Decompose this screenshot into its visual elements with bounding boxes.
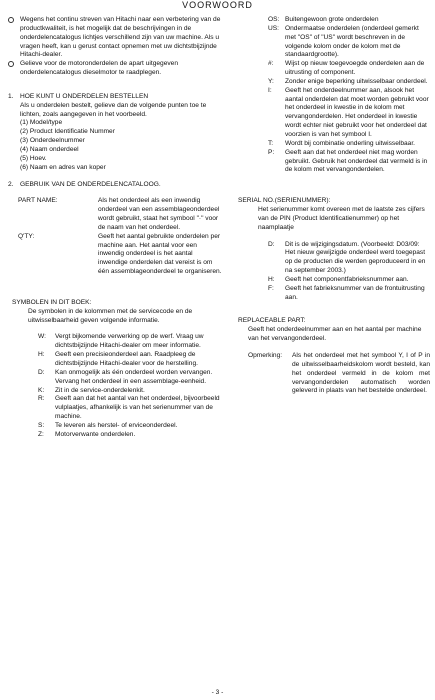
page-title: VOORWOORD <box>182 0 253 10</box>
page-number: - 3 - <box>211 689 224 696</box>
right-column <box>238 16 430 396</box>
list-item: US: Ondermaatse onderdelen (onderdeel gemerkt met "OS" of "US" wordt beschreven in de volgende kolom onder de kolom met de standaardgrootte). <box>268 24 419 59</box>
section-2-heading: 2. GEBRUIK VAN DE ONDERDELENCATALOOG. <box>8 180 161 188</box>
list-item: (6) Naam en adres van koper <box>20 163 106 171</box>
circle-bullet-icon <box>8 60 20 78</box>
serial-symbol-list <box>238 241 430 303</box>
part-name-definition: PART NAME: Als het onderdeel als een inwendig onderdeel van een assemblageonderdeel wordt gebruikt, staat het symbool "·" voor de naam van het onderdeel. <box>18 197 220 231</box>
list-item: D: Kan onmogelijk als één onderdeel worden vervangen. Vervang het onderdeel in een assemblage-eenheid. <box>38 368 213 385</box>
list-item: (1) Model/type <box>20 119 63 127</box>
list-item: W: Vergt bijkomende verwerking op de werf. Vraag uw dichtstbijzijnde Hitachi-dealer om meer informatie. <box>38 333 204 350</box>
symbol-list <box>238 16 430 175</box>
left-column <box>8 16 223 440</box>
intro-paragraph: Wegens het continu streven van Hitachi naar een verbetering van de productkwaliteit, is het mogelijk dat de beschrijvingen in de onderdelencatalogus lichtjes verschillend zijn van uw machine. Als u vragen heeft, kan u gerust contact opnemen met uw dichtstbijzijnde Hitachi-dealer. <box>8 16 223 60</box>
list-item: OS: Buitengewoon grote onderdelen <box>268 16 379 23</box>
symbols-intro: De symbolen in de kolommen met de servicecode en de uitwisselbaarheid geven volgende informatie. <box>28 307 193 324</box>
note-text: Als het onderdeel met het symbool Y, I of P in de uitwisselbaarheidskolom wordt besteld, kan het onderdeel vermeld in de kolom met vervangonderdelen automatisch worden geleverd in plaats van het bestelde onderdeel. <box>292 352 430 395</box>
list-item: (2) Product Identificatie Nummer <box>20 128 115 136</box>
list-item: (3) Onderdeelnummer <box>20 137 85 145</box>
replaceable-text: Geeft het onderdeelnummer aan en het aantal per machine van het vervangonderdeel. <box>248 326 422 343</box>
replaceable-heading: REPLACEABLE PART: <box>238 317 306 325</box>
list-item: I: Geeft het onderdeelnummer aan, alsook het aantal onderdelen dat moet worden gebruikt voor het onderdeel in kwestie in de kolom met vervangonderdelen. Het onderdeel in kwestie wordt echter niet gebruikt voor het onderdeel dat voorzien is van het symbool I. <box>268 86 429 138</box>
list-item: F: Geeft het fabrieksnummer van de frontuitrusting aan. <box>268 284 425 301</box>
symbol-list <box>8 333 223 439</box>
list-item: D: Dit is de wijzigingsdatum. (Voorbeeld: D03/09: Het nieuw gewijzigde onderdeel werd toegepast op de producten die werden geproduceerd in en na september 2003.) <box>268 240 426 275</box>
list-item: P: Geeft aan dat het onderdeel niet mag worden gebruikt. Gebruik het onderdeel dat vermeld is in de kolom met vervangonderdelen. <box>268 148 428 174</box>
list-item: (5) Hoev. <box>20 154 47 162</box>
list-item: K: Zit in de service-onderdelenkit. <box>38 386 145 394</box>
list-item: R: Geeft aan dat het aantal van het onderdeel, bijvoorbeeld vulplaatjes, afhankelijk is van het serienummer van de machine. <box>38 395 220 421</box>
list-item: H: Geeft het componentfabrieksnummer aan. <box>268 275 409 283</box>
note-label: Opmerking: <box>248 352 283 359</box>
list-item: Y: Zonder enige beperking uitwisselbaar onderdeel. <box>268 77 428 85</box>
list-item: T: Wordt bij combinatie onderling uitwisselbaar. <box>268 139 415 147</box>
list-item: S: Te leveren als herstel- of erviceonderdeel. <box>38 421 178 429</box>
list-item: Z: Motorverwante onderdelen. <box>38 430 136 438</box>
qty-definition: Q'TY: Geeft het aantal gebruikte onderdelen per machine aan. Het aantal voor een inwendig onderdeel is het aantal inwendige onderdelen dat vereist is om één assemblageonderdeel te organiseren. <box>18 232 222 276</box>
note <box>238 352 430 396</box>
circle-bullet-icon <box>8 16 20 60</box>
section-1-heading: 1. HOE KUNT U ONDERDELEN BESTELLEN <box>8 92 149 100</box>
list-item: H: Geeft een precisieonderdeel aan. Raadpleeg de dichtstbijzijnde Hitachi-dealer voor de herstelling. <box>38 351 198 367</box>
serial-heading: SERIAL NO.(SERIENUMMER): <box>238 197 331 205</box>
symbols-heading: SYMBOLEN IN DIT BOEK: <box>12 298 92 306</box>
list-item: #: Wijst op nieuw toegevoegde onderdelen aan de uitrusting of component. <box>268 60 425 77</box>
list-item: (4) Naam onderdeel <box>20 145 79 153</box>
section-1-body: Als u onderdelen bestelt, gelieve dan de volgende punten toe te lichten, zoals aangegeven in het voorbeeld. (1) Model/type (2) Product Identificatie Nummer (3) Onderdeelnummer (4) Naam onderdeel (5) Hoev. (6) Naam en adres van koper <box>8 102 223 173</box>
intro-paragraph: Gelieve voor de motoronderdelen de apart uitgegeven onderdelencatalogus dieselmotor te raadplegen. <box>8 60 223 78</box>
serial-text: Het serienummer komt overeen met de laatste zes cijfers van de PIN (Product Identificatienummer) op het naamplaatje <box>258 206 425 231</box>
